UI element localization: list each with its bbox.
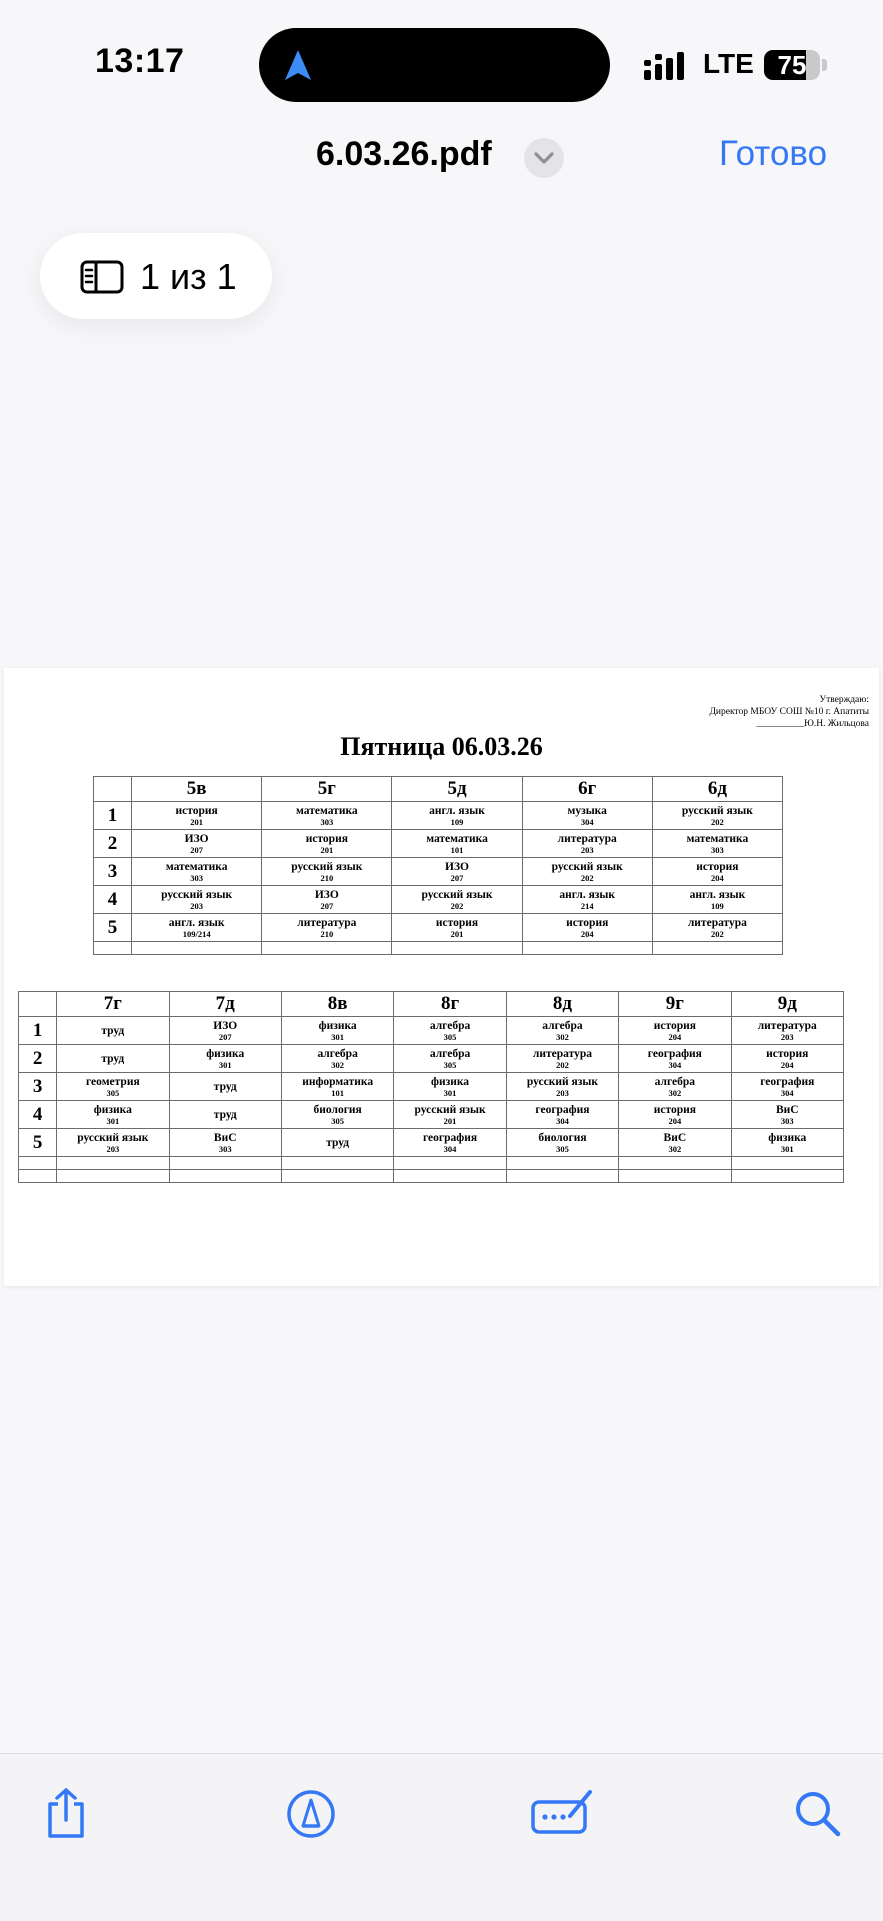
room: 210 (320, 928, 334, 939)
lesson-cell (731, 1073, 843, 1101)
room: 202 (450, 900, 464, 911)
page-indicator[interactable] (40, 233, 272, 319)
room: 305 (106, 1087, 120, 1098)
room: 203 (780, 1031, 794, 1042)
subject: математика (165, 860, 228, 873)
subject: история (566, 916, 609, 929)
battery-percent: 75 (777, 50, 807, 80)
lesson-cell (619, 1073, 731, 1101)
table-row (19, 1129, 844, 1157)
class-header: 6г (522, 777, 652, 802)
room: 204 (711, 872, 724, 883)
room: 304 (556, 1115, 569, 1126)
subject: труд (101, 1052, 125, 1065)
lesson-cell (392, 858, 522, 886)
room: 201 (190, 816, 204, 827)
lesson-cell (619, 1017, 731, 1045)
subject: алгебра (317, 1047, 358, 1060)
subject: география (422, 1131, 478, 1144)
lesson-cell (506, 1045, 618, 1073)
subject: история (766, 1047, 809, 1060)
room: 303 (320, 816, 334, 827)
table-row (94, 858, 783, 886)
table-row (94, 914, 783, 942)
lesson-cell (619, 1045, 731, 1073)
lesson-cell (619, 1101, 731, 1129)
room: 201 (450, 928, 464, 939)
subject: русский язык (161, 888, 233, 901)
lesson-cell (132, 914, 262, 942)
status-time: 13:17 (95, 42, 185, 80)
table-header-row (94, 777, 783, 802)
lesson-cell (169, 1129, 281, 1157)
approval-block (709, 694, 869, 730)
room: 301 (443, 1087, 457, 1098)
lesson-cell (522, 886, 652, 914)
room: 303 (190, 872, 204, 883)
room: 201 (320, 844, 334, 855)
room: 201 (443, 1115, 457, 1126)
table-header-row (19, 992, 844, 1017)
lesson-cell (392, 914, 522, 942)
bottom-toolbar (0, 1753, 883, 1921)
lesson-cell (132, 830, 262, 858)
room: 303 (218, 1143, 232, 1154)
room: 302 (556, 1031, 569, 1042)
class-header: 9г (619, 992, 731, 1017)
subject: биология (313, 1103, 362, 1116)
subject: история (653, 1103, 696, 1116)
lesson-number: 1 (94, 802, 132, 830)
navigation-arrow-icon (281, 48, 315, 82)
lesson-number: 2 (94, 830, 132, 858)
class-header: 8в (281, 992, 393, 1017)
lesson-cell (506, 1129, 618, 1157)
room: 202 (556, 1059, 569, 1070)
subject: ИЗО (314, 888, 339, 901)
lesson-cell (731, 1101, 843, 1129)
lesson-cell (522, 830, 652, 858)
lesson-cell (394, 1073, 506, 1101)
pdf-page[interactable] (4, 668, 879, 1286)
lesson-cell (57, 1129, 169, 1157)
lesson-cell (132, 802, 262, 830)
room: 202 (580, 872, 594, 883)
subject: история (305, 832, 348, 845)
approval-line: __________Ю.Н. Жильцова (756, 719, 869, 729)
subject: труд (213, 1108, 237, 1121)
room: 101 (331, 1087, 345, 1098)
signature-icon[interactable] (530, 1786, 596, 1842)
room: 202 (711, 928, 724, 939)
subject: алгебра (429, 1047, 471, 1060)
subject: русский язык (526, 1075, 598, 1088)
subject: история (696, 860, 739, 873)
class-header: 7д (169, 992, 281, 1017)
lesson-cell (262, 886, 392, 914)
subject: литература (532, 1047, 592, 1060)
subject: русский язык (414, 1103, 486, 1116)
lesson-cell (132, 886, 262, 914)
lesson-cell (57, 1017, 169, 1045)
room: 301 (218, 1059, 232, 1070)
sidebar-icon (80, 260, 124, 294)
subject: физика (93, 1103, 132, 1116)
lesson-cell (506, 1017, 618, 1045)
empty-row (94, 942, 783, 955)
room: 304 (780, 1087, 794, 1098)
room: 207 (218, 1031, 232, 1042)
room: 301 (106, 1115, 120, 1126)
class-header: 5в (132, 777, 262, 802)
room: 203 (580, 844, 594, 855)
room: 301 (331, 1031, 345, 1042)
lesson-cell (522, 914, 652, 942)
lesson-cell (169, 1101, 281, 1129)
subject: физика (431, 1075, 470, 1088)
subject: русский язык (77, 1131, 149, 1144)
room: 109 (711, 900, 724, 911)
class-header: 8д (506, 992, 618, 1017)
room: 303 (780, 1115, 794, 1126)
battery-icon (764, 50, 828, 80)
room: 203 (190, 900, 204, 911)
subject: ВиС (213, 1131, 237, 1144)
table-row (94, 886, 783, 914)
subject: история (175, 804, 218, 817)
room: 204 (668, 1031, 682, 1042)
room: 305 (443, 1031, 457, 1042)
room: 204 (580, 928, 594, 939)
subject: математика (426, 832, 488, 845)
lesson-cell (392, 886, 522, 914)
room: 303 (711, 844, 724, 855)
table-row (94, 830, 783, 858)
lesson-number: 3 (19, 1073, 57, 1101)
room: 305 (556, 1143, 569, 1154)
lesson-cell (57, 1073, 169, 1101)
lesson-cell (57, 1045, 169, 1073)
subject: литература (557, 832, 617, 845)
class-header: 5д (392, 777, 522, 802)
room: 207 (450, 872, 464, 883)
lesson-cell (57, 1101, 169, 1129)
lesson-cell (731, 1129, 843, 1157)
subject: труд (213, 1080, 237, 1093)
lesson-cell (522, 858, 652, 886)
lesson-number: 5 (94, 914, 132, 942)
subject: физика (206, 1047, 245, 1060)
table-row (19, 1073, 844, 1101)
subject: русский язык (681, 804, 753, 817)
room: 302 (668, 1087, 682, 1098)
lesson-cell (281, 1101, 393, 1129)
approval-line: Директор МБОУ СОШ №10 г. Апатиты (709, 707, 869, 717)
lesson-cell (262, 858, 392, 886)
header-corner (19, 992, 57, 1017)
subject: алгебра (654, 1075, 696, 1088)
lesson-cell (652, 830, 782, 858)
subject: литература (297, 916, 357, 929)
subject: ИЗО (184, 832, 209, 845)
network-type: LTE (703, 48, 754, 79)
room: 304 (443, 1143, 457, 1154)
lesson-cell (392, 830, 522, 858)
room: 109 (450, 816, 464, 827)
class-header: 5г (262, 777, 392, 802)
lesson-number: 5 (19, 1129, 57, 1157)
room: 202 (711, 816, 724, 827)
lesson-cell (506, 1073, 618, 1101)
subject: литература (757, 1019, 817, 1032)
room: 302 (331, 1059, 345, 1070)
lesson-cell (731, 1045, 843, 1073)
lesson-cell (392, 802, 522, 830)
lesson-cell (262, 914, 392, 942)
subject: ВиС (663, 1131, 687, 1144)
lesson-cell (169, 1017, 281, 1045)
room: 210 (320, 872, 334, 883)
room: 302 (668, 1143, 682, 1154)
subject: труд (326, 1136, 350, 1149)
class-header: 6д (652, 777, 782, 802)
schedule-title: Пятница 06.03.26 (340, 732, 543, 761)
lesson-cell (281, 1073, 393, 1101)
header-corner (94, 777, 132, 802)
lesson-number: 3 (94, 858, 132, 886)
title-menu-button[interactable] (524, 138, 564, 178)
room: 301 (780, 1143, 794, 1154)
subject: физика (768, 1131, 807, 1144)
subject: русский язык (421, 888, 493, 901)
lesson-number: 2 (19, 1045, 57, 1073)
subject: русский язык (291, 860, 363, 873)
subject: биология (538, 1131, 587, 1144)
subject: алгебра (429, 1019, 471, 1032)
schedule-table-grades-7-9 (18, 991, 844, 1183)
lesson-cell (394, 1101, 506, 1129)
lesson-cell (169, 1045, 281, 1073)
room: 203 (106, 1143, 120, 1154)
lesson-cell (281, 1129, 393, 1157)
empty-row (19, 1170, 844, 1183)
approval-line: Утверждаю: (819, 695, 869, 705)
lesson-cell (394, 1045, 506, 1073)
room: 109/214 (182, 928, 211, 939)
subject: ИЗО (445, 860, 469, 873)
subject: ВиС (775, 1103, 799, 1116)
lesson-number: 4 (94, 886, 132, 914)
class-header: 7г (57, 992, 169, 1017)
table-row (19, 1017, 844, 1045)
schedule-table-grades-5-6 (93, 776, 783, 955)
room: 305 (443, 1059, 457, 1070)
subject: музыка (567, 804, 607, 817)
lesson-cell (281, 1045, 393, 1073)
lesson-cell (394, 1129, 506, 1157)
room: 305 (331, 1115, 345, 1126)
room: 304 (580, 816, 594, 827)
room: 214 (580, 900, 594, 911)
subject: математика (296, 804, 358, 817)
share-icon[interactable] (38, 1786, 94, 1842)
subject: география (760, 1075, 815, 1088)
lesson-cell (652, 886, 782, 914)
markup-icon[interactable] (283, 1786, 339, 1842)
lesson-cell (394, 1017, 506, 1045)
room: 204 (668, 1115, 682, 1126)
cellular-signal-icon (644, 52, 686, 80)
subject: англ. язык (559, 888, 616, 901)
lesson-cell (652, 858, 782, 886)
subject: русский язык (551, 860, 623, 873)
dynamic-island (259, 28, 610, 102)
room: 304 (668, 1059, 682, 1070)
subject: история (653, 1019, 696, 1032)
subject: труд (101, 1024, 125, 1037)
lesson-cell (522, 802, 652, 830)
lesson-number: 4 (19, 1101, 57, 1129)
subject: геометрия (85, 1075, 140, 1088)
table-row (19, 1101, 844, 1129)
subject: математика (686, 832, 749, 845)
page-count: 1 из 1 (140, 256, 237, 297)
room: 203 (556, 1087, 569, 1098)
subject: география (647, 1047, 702, 1060)
empty-row (19, 1157, 844, 1170)
table-row (94, 802, 783, 830)
lesson-cell (652, 914, 782, 942)
subject: англ. язык (429, 804, 485, 817)
class-header: 9д (731, 992, 843, 1017)
subject: литература (687, 916, 747, 929)
subject: география (535, 1103, 590, 1116)
subject: информатика (302, 1075, 374, 1088)
room: 207 (190, 844, 204, 855)
room: 101 (450, 844, 464, 855)
lesson-cell (169, 1073, 281, 1101)
lesson-cell (132, 858, 262, 886)
subject: англ. язык (689, 888, 746, 901)
subject: алгебра (542, 1019, 583, 1032)
lesson-cell (506, 1101, 618, 1129)
lesson-cell (262, 830, 392, 858)
document-title[interactable]: 6.03.26.pdf (316, 135, 492, 173)
lesson-number: 1 (19, 1017, 57, 1045)
subject: англ. язык (168, 916, 225, 929)
room: 207 (320, 900, 334, 911)
room: 204 (780, 1059, 794, 1070)
chevron-down-icon (524, 138, 564, 178)
class-header: 8г (394, 992, 506, 1017)
subject: история (435, 916, 479, 929)
table-row (19, 1045, 844, 1073)
search-icon[interactable] (790, 1786, 846, 1842)
lesson-cell (281, 1017, 393, 1045)
subject: ИЗО (213, 1019, 238, 1032)
subject: физика (318, 1019, 357, 1032)
done-button[interactable]: Готово (719, 134, 828, 173)
lesson-cell (262, 802, 392, 830)
lesson-cell (652, 802, 782, 830)
lesson-cell (731, 1017, 843, 1045)
lesson-cell (619, 1129, 731, 1157)
